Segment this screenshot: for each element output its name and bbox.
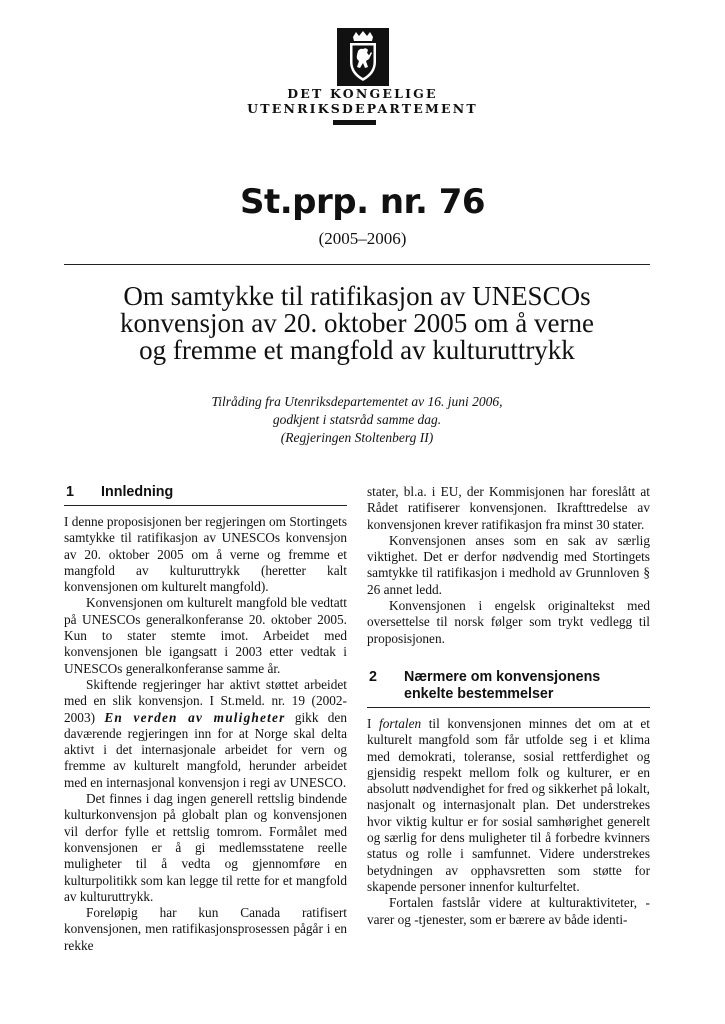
document-years: (2005–2006) <box>318 229 407 248</box>
ministry-line-2: UTENRIKSDEPARTEMENT <box>247 101 478 116</box>
section-1-paragraph-4: Det finnes i dag ingen generell rettslig bindende kulturkonvensjon på globalt plan og konvensjonen vil derfor fylle et rettslig tomrom. Formålet med konvensjonen er å gi medlemsstatene reelle muligheter til å vedta og gjennomføre en kulturpolitikk som kan legge til rette for et mangfold av kulturuttrykk. <box>64 791 347 904</box>
section-2-number: 2 <box>369 668 377 685</box>
section-1-paragraph-2: Konvensjonen om kulturelt mangfold ble vedtatt på UNESCOs generalkonferanse 20. oktober 2005. Kun to stater stemte imot. Arbeidet med konvensjonen ble igangsatt i 2003 etter vedtak i UNESCOs generalkonferanse samme år. <box>64 595 347 676</box>
section-1-paragraph-6: Konvensjonen anses som en sak av særlig viktighet. Det er derfor nødvendig med Stortingets samtykke til ratifikasjon i medhold av Grunnloven § 26 annet ledd. <box>367 532 650 597</box>
section-2-paragraph-2: Fortalen fastslår videre at kulturaktiviteter, -varer og -tjenester, som er bærere av både identi- <box>367 895 650 927</box>
section-1-paragraph-3 <box>64 677 347 791</box>
title-line-2: konvensjon av 20. oktober 2005 om å verne <box>120 308 594 338</box>
title-divider <box>64 264 650 265</box>
section-1-paragraph-7: Konvensjonen i engelsk originaltekst med oversettelse til norsk følger som trykt vedlegg til proposisjonen. <box>367 598 650 646</box>
approval-line-3: (Regjeringen Stoltenberg II) <box>280 430 434 445</box>
section-1-paragraph-1: I denne proposisjonen ber regjeringen om Stortingets samtykke til ratifikasjon av UNESCOs konvensjon av 20. oktober 2005 om å verne og fremme et mangfold av kulturuttrykk (heretter kalt konvensjonen om kulturelt mangfold). <box>64 514 347 595</box>
section-2-p1-text-a: I <box>367 715 380 731</box>
section-1-number: 1 <box>66 484 74 500</box>
section-2-title-line-1: Nærmere om konvensjonens <box>404 668 601 685</box>
section-2-heading <box>367 669 650 708</box>
left-column <box>64 484 347 954</box>
logo <box>0 28 725 91</box>
title-line-3: og fremme et mangfold av kulturuttrykk <box>139 335 575 365</box>
section-2-p1-emphasis: fortalen <box>379 715 422 731</box>
section-2-p1-text-b: til konvensjonen minnes det om at et kulturelt mangfold som får utfolde seg i et klima med demokrati, toleranse, sosial rettferdighet og gjensidig respekt mellom folk og kulturer, er en absolutt nødvendighet for fred og sikkerhet på lokalt, nasjonalt og internasjonalt plan. Det understrekes hvor viktig kultur er for sosial samhørighet generelt og særlig for dens muligheter til å forbedre kvinners status og rolle i samfunnet. Videre understrekes betydningen av opphavsretten som støtte for skapende personer innenfor kulturfeltet. <box>367 715 650 894</box>
section-1-paragraph-5: Foreløpig har kun Canada ratifisert konvensjonen, men ratifikasjonsprosessen pågår i en rekke <box>64 905 347 953</box>
paragraph-3-text-a: Skiftende regjeringer har aktivt støttet arbeidet med en slik konvensjon. I St.meld. nr. 19 (2002-2003) <box>64 676 347 725</box>
title-line-1: Om samtykke til ratifikasjon av UNESCOs <box>123 281 591 311</box>
section-1-heading <box>64 484 347 506</box>
section-2-paragraph-1 <box>367 716 650 895</box>
section-2-title-line-2: enkelte bestemmelser <box>404 685 554 702</box>
ministry-line-1: DET KONGELIGE <box>287 86 438 101</box>
right-column <box>367 484 650 928</box>
paragraph-3-emphasis: En verden av muligheter <box>104 709 286 725</box>
approval-note <box>64 393 650 447</box>
section-1-title: Innledning <box>101 484 174 500</box>
document-title <box>64 283 650 364</box>
section-1-paragraph-5-continued: stater, bl.a. i EU, der Kommisjonen har foreslått at Rådet ratifiserer konvensjonen. Ikrafttredelse av konvensjonen krever ratifikasjon fra minst 30 stater. <box>367 484 650 532</box>
ministry-name <box>0 86 725 116</box>
coat-of-arms-icon <box>337 28 389 86</box>
approval-line-1: Tilråding fra Utenriksdepartementet av 16. juni 2006, <box>211 394 503 409</box>
ministry-bar <box>333 120 376 125</box>
paragraph-3-text-b: gikk den daværende regjeringen inn for at Norge skal delta aktivt i det internasjonale arbeidet for vern og fremme av kulturelt mangfold, herunder arbeidet med en internasjonal konvensjon i regi av UNESCO. <box>64 709 347 790</box>
document-number: St.prp. nr. 76 <box>239 182 486 222</box>
approval-line-2: godkjent i statsråd samme dag. <box>272 412 442 427</box>
